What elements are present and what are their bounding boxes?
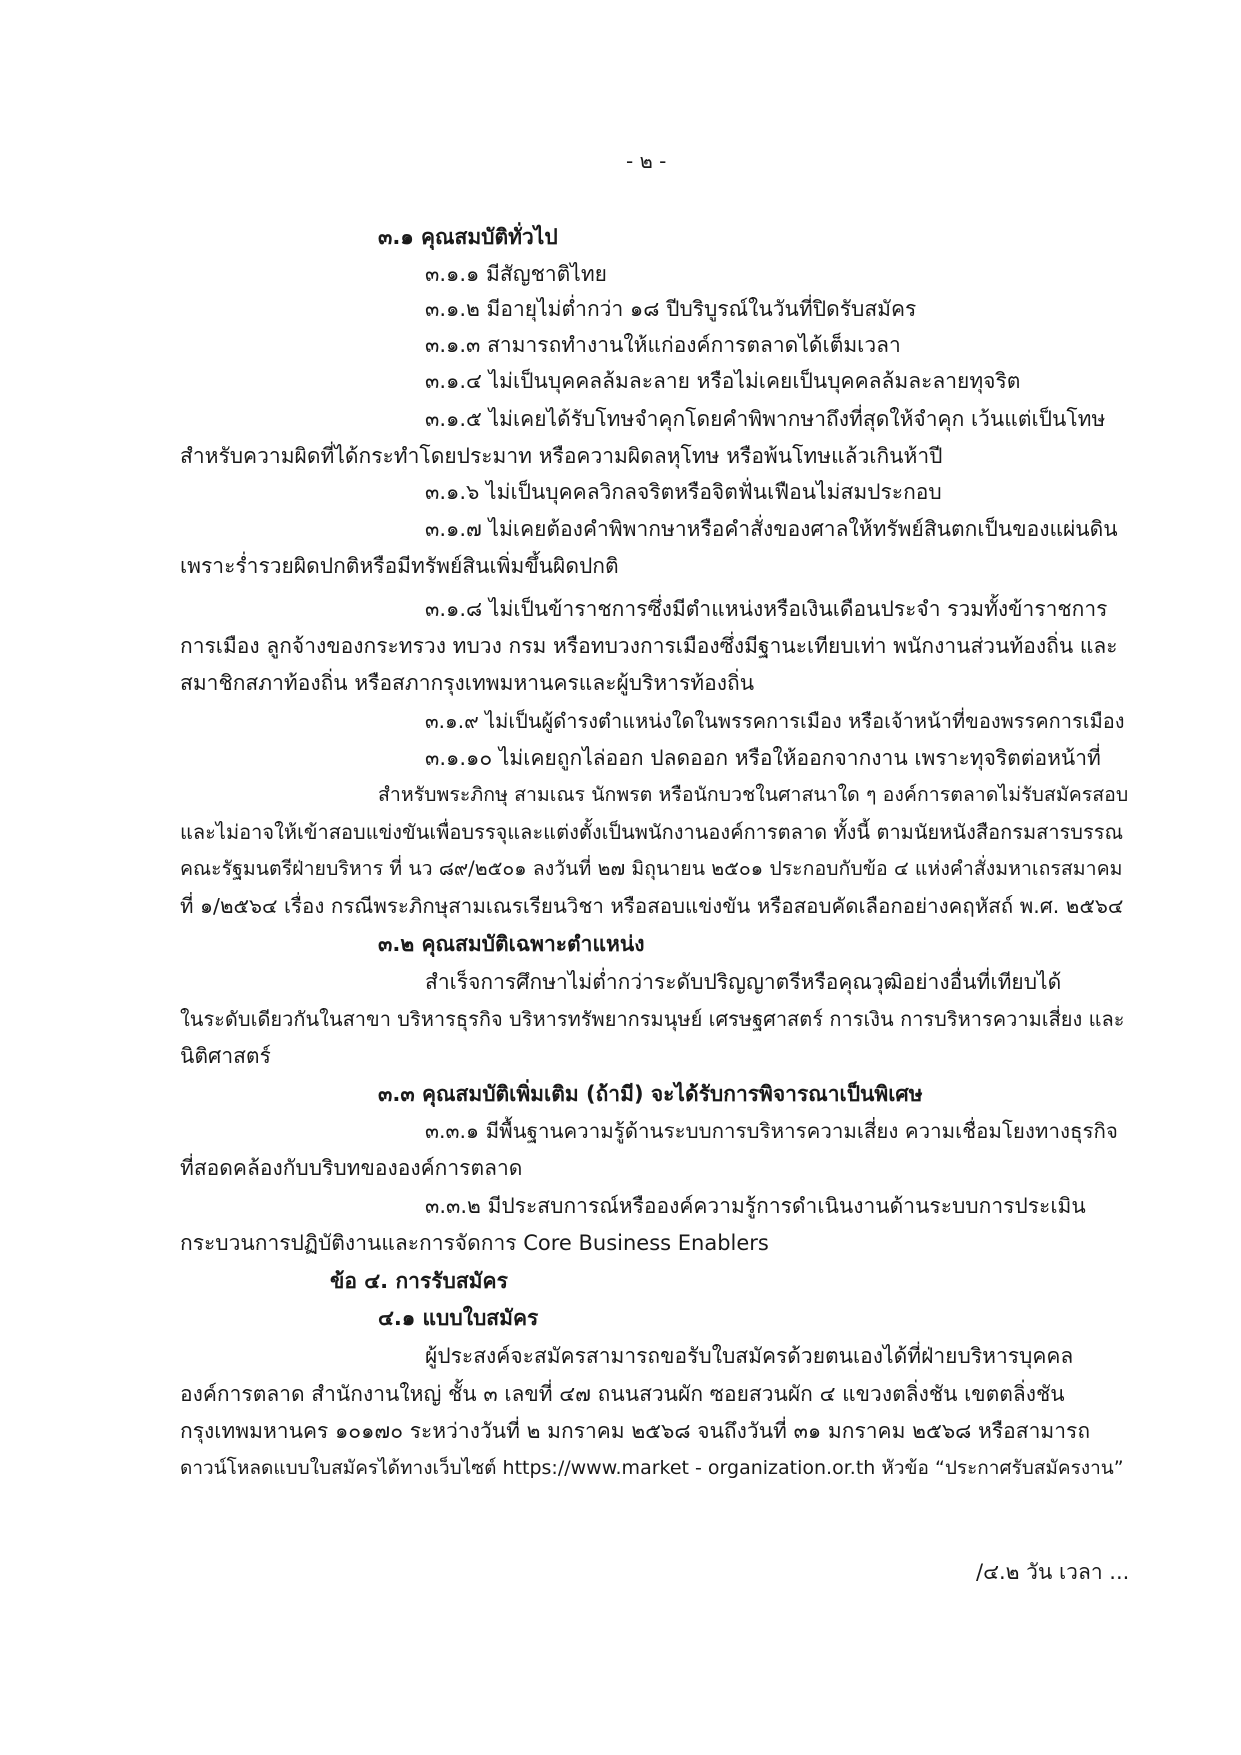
item-3-1-8-line2: การเมือง ลูกจ้างของกระทรวง ทบวง กรม หรือทบวงการเมืองซึ่งมีฐานะเทียบเท่า พนักงานส่วนท้องถิ่น และ (180, 634, 1118, 658)
item-3-1-10: ๓.๑.๑๐ ไม่เคยถูกไล่ออก ปลดออก หรือให้ออกจากงาน เพราะทุจริตต่อหน้าที่ (425, 746, 1101, 770)
item-3-1-5-line2: สำหรับความผิดที่ได้กระทำโดยประมาท หรือความผิดลหุโทษ หรือพ้นโทษแล้วเกินห้าปี (180, 444, 943, 468)
monk-note-line1: สำหรับพระภิกษุ สามเณร นักพรต หรือนักบวชในศาสนาใด ๆ องค์การตลาดไม่รับสมัครสอบ (378, 783, 1129, 806)
item-4-1-line1: ผู้ประสงค์จะสมัครสามารถขอรับใบสมัครด้วยตนเองได้ที่ฝ่ายบริหารบุคคล (425, 1344, 1074, 1368)
item-3-1-5-line1: ๓.๑.๕ ไม่เคยได้รับโทษจำคุกโดยคำพิพากษาถึงที่สุดให้จำคุก เว้นแต่เป็นโทษ (425, 407, 1106, 431)
monk-note-line4: ที่ ๑/๒๕๖๔ เรื่อง กรณีพระภิกษุสามเณรเรียนวิชา หรือสอบแข่งขัน หรือสอบคัดเลือกอย่างคฤหัสถ์ พ.ศ. ๒๕๖๔ (180, 894, 1124, 918)
item-3-1-2: ๓.๑.๒ มีอายุไม่ต่ำกว่า ๑๘ ปีบริบูรณ์ในวันที่ปิดรับสมัคร (425, 297, 917, 321)
item-3-2-line1: สำเร็จการศึกษาไม่ต่ำกว่าระดับปริญญาตรีหรือคุณวุฒิอย่างอื่นที่เทียบได้ (425, 970, 1062, 994)
item-3-1-9: ๓.๑.๙ ไม่เป็นผู้ดำรงตำแหน่งใดในพรรคการเมือง หรือเจ้าหน้าที่ของพรรคการเมือง (425, 709, 1125, 733)
item-3-1-4: ๓.๑.๔ ไม่เป็นบุคคลล้มละลาย หรือไม่เคยเป็นบุคคลล้มละลายทุจริต (425, 369, 1021, 393)
continuation-marker: /๔.๒ วัน เวลา ... (976, 1560, 1130, 1584)
heading-4-1: ๔.๑ แบบใบสมัคร (378, 1306, 539, 1330)
heading-3-3: ๓.๓ คุณสมบัติเพิ่มเติม (ถ้ามี) จะได้รับการพิจารณาเป็นพิเศษ (378, 1082, 923, 1106)
item-3-1-1: ๓.๑.๑ มีสัญชาติไทย (425, 262, 607, 286)
item-3-1-7-line2: เพราะร่ำรวยผิดปกติหรือมีทรัพย์สินเพิ่มขึ้นผิดปกติ (180, 554, 619, 578)
heading-3-1: ๓.๑ คุณสมบัติทั่วไป (378, 225, 558, 249)
item-4-1-line2: องค์การตลาด สำนักงานใหญ่ ชั้น ๓ เลขที่ ๔๗ ถนนสวนผัก ซอยสวนผัก ๔ แขวงตลิ่งชัน เขตตลิ่งชัน (180, 1382, 1065, 1406)
item-3-1-7-line1: ๓.๑.๗ ไม่เคยต้องคำพิพากษาหรือคำสั่งของศาลให้ทรัพย์สินตกเป็นของแผ่นดิน (425, 517, 1118, 541)
monk-note-line3: คณะรัฐมนตรีฝ่ายบริหาร ที่ นว ๘๙/๒๕๐๑ ลงวันที่ ๒๗ มิถุนายน ๒๕๐๑ ประกอบกับข้อ ๔ แห่งคำสั่งมหาเถรสมาคม (180, 857, 1123, 880)
item-3-3-2-line1: ๓.๓.๒ มีประสบการณ์หรือองค์ความรู้การดำเนินงานด้านระบบการประเมิน (425, 1194, 1086, 1218)
page-number: - ๒ - (626, 149, 667, 173)
heading-4: ข้อ ๔. การรับสมัคร (330, 1269, 508, 1293)
item-3-2-line2: ในระดับเดียวกันในสาขา บริหารธุรกิจ บริหารทรัพยากรมนุษย์ เศรษฐศาสตร์ การเงิน การบริหารความเสี่ยง และ (180, 1007, 1125, 1031)
item-3-1-8-line3: สมาชิกสภาท้องถิ่น หรือสภากรุงเทพมหานครและผู้บริหารท้องถิ่น (180, 671, 755, 695)
monk-note-line2: และไม่อาจให้เข้าสอบแข่งขันเพื่อบรรจุและแต่งตั้งเป็นพนักงานองค์การตลาด ทั้งนี้ ตามนัยหนังสือกรมสารบรรณ (180, 820, 1124, 844)
item-3-1-8-line1: ๓.๑.๘ ไม่เป็นข้าราชการซึ่งมีตำแหน่งหรือเงินเดือนประจำ รวมทั้งข้าราชการ (425, 597, 1108, 621)
item-3-3-1-line1: ๓.๓.๑ มีพื้นฐานความรู้ด้านระบบการบริหารความเสี่ยง ความเชื่อมโยงทางธุรกิจ (425, 1119, 1118, 1143)
item-4-1-line4: ดาวน์โหลดแบบใบสมัครได้ทางเว็บไซต์ https://www.market - organization.or.th หัวข้อ “ประกาศรับสมัครงาน” (180, 1457, 1124, 1479)
item-3-3-2-line2: กระบวนการปฏิบัติงานและการจัดการ Core Business Enablers (180, 1231, 769, 1255)
item-3-1-3: ๓.๑.๓ สามารถทำงานให้แก่องค์การตลาดได้เต็มเวลา (425, 333, 901, 357)
item-4-1-line3: กรุงเทพมหานคร ๑๐๑๗๐ ระหว่างวันที่ ๒ มกราคม ๒๕๖๘ จนถึงวันที่ ๓๑ มกราคม ๒๕๖๘ หรือสามารถ (180, 1419, 1091, 1443)
heading-3-2: ๓.๒ คุณสมบัติเฉพาะตำแหน่ง (378, 932, 645, 956)
item-3-1-6: ๓.๑.๖ ไม่เป็นบุคคลวิกลจริตหรือจิตฟั่นเฟือนไม่สมประกอบ (425, 480, 942, 504)
item-3-2-line3: นิติศาสตร์ (180, 1044, 271, 1068)
item-3-3-1-line2: ที่สอดคล้องกับบริบทขององค์การตลาด (180, 1156, 523, 1180)
